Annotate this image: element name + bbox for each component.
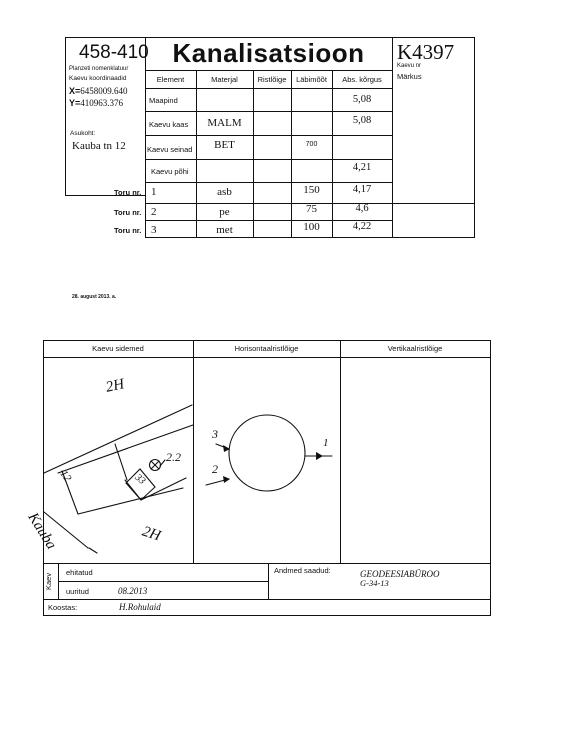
well-id-label: Kaevu nr	[397, 63, 422, 69]
pipe-number: 1	[151, 186, 157, 198]
pipe-number: 3	[151, 224, 157, 236]
built-label: ehitatud	[66, 568, 93, 577]
plan-number-label: Planzeti nomenklatuur	[69, 66, 129, 72]
well-cross-section	[229, 415, 305, 491]
sketch-label-33: 33	[132, 472, 148, 487]
pipe-2-label: 2	[212, 462, 218, 476]
coords-label: Kaevu koordinaadid	[69, 75, 127, 82]
pipe-label: Toru nr.	[114, 188, 142, 197]
pipe-number: 2	[151, 206, 157, 218]
panel-title-middle: Horisontaalristlõige	[234, 344, 299, 353]
row-height: 5,08	[352, 94, 372, 105]
row-element: Kaevu kaas	[149, 120, 189, 129]
sketch-label-street: Kauba	[24, 510, 60, 553]
boundary-line	[58, 425, 193, 473]
page-title: Kanalisatsioon	[172, 38, 365, 68]
row-material: BET	[214, 139, 235, 151]
row-height: 4,21	[352, 162, 372, 173]
row-height: 5,08	[352, 115, 372, 126]
col-section: Ristlõige	[257, 75, 287, 84]
pipe-2-arrow	[223, 476, 230, 483]
leader-line	[160, 460, 165, 466]
pipe-3-label: 3	[212, 427, 218, 441]
row-element: Kaevu põhi	[151, 167, 189, 176]
data-from-label: Andmed saadud:	[274, 566, 331, 575]
col-height: Abs. kõrgus	[342, 75, 382, 84]
well-id: K4397	[397, 40, 455, 64]
compiled-label: Koostas:	[48, 603, 78, 612]
kaev-label: Kaev	[44, 572, 53, 590]
date-stamp: 28. august 2013. a.	[72, 294, 117, 300]
col-diameter: Läbimõõt	[296, 75, 327, 84]
pipe-label: Toru nr.	[114, 208, 142, 217]
row-element: Kaevu seinad	[147, 145, 193, 154]
row-element: Maapind	[149, 96, 178, 105]
pipe-1-label: 1	[323, 437, 329, 449]
compiled-value: H.Rohulaid	[119, 602, 161, 612]
row-material: MALM	[207, 117, 242, 129]
y-value: 410963.376	[80, 98, 124, 108]
pipe-diameter: 150	[303, 184, 320, 196]
pipe-material: asb	[217, 186, 232, 198]
surveyed-label: uuritud	[66, 587, 89, 596]
panel-title-right: Vertikaalristlõige	[387, 344, 443, 353]
surveyed-value: 08.2013	[118, 586, 148, 596]
data-from-code: G-34-13	[360, 578, 389, 588]
row-diameter: 700	[305, 141, 318, 148]
data-from-value: GEODEESIABÜROO	[360, 569, 440, 579]
pipe-material: met	[216, 224, 233, 236]
sketch-label-top: 2H	[104, 376, 126, 396]
pipe-height: 4,22	[352, 221, 372, 232]
pipe-material: pe	[219, 206, 230, 218]
pipe-height: 4,6	[355, 203, 369, 214]
location-label: Asukoht:	[70, 130, 96, 137]
street-mark	[89, 548, 97, 553]
location-value: Kauba tn 12	[72, 140, 126, 152]
sketch-label-bottom: 2H	[140, 523, 163, 545]
remarks-label: Märkus	[397, 72, 422, 81]
pipe-label: Toru nr.	[114, 226, 142, 235]
pipe-height: 4,17	[352, 184, 372, 195]
well-symbol-cross	[151, 461, 159, 469]
panel-title-left: Kaevu sidemed	[92, 344, 144, 353]
pipe-diameter: 100	[303, 221, 320, 233]
boundary-line	[78, 488, 183, 514]
pipe-1-arrow	[316, 452, 323, 460]
x-label: X=	[69, 86, 81, 96]
sketch-label-12: 12	[57, 468, 74, 484]
col-material: Materjal	[211, 75, 238, 84]
col-element: Element	[156, 75, 185, 84]
sketch-label-22: 2.2	[166, 450, 181, 464]
x-value: 6458009.640	[80, 86, 128, 96]
plan-number: 458-410	[79, 42, 149, 63]
pipe-diameter: 75	[306, 203, 317, 215]
y-label: Y=	[69, 98, 81, 108]
